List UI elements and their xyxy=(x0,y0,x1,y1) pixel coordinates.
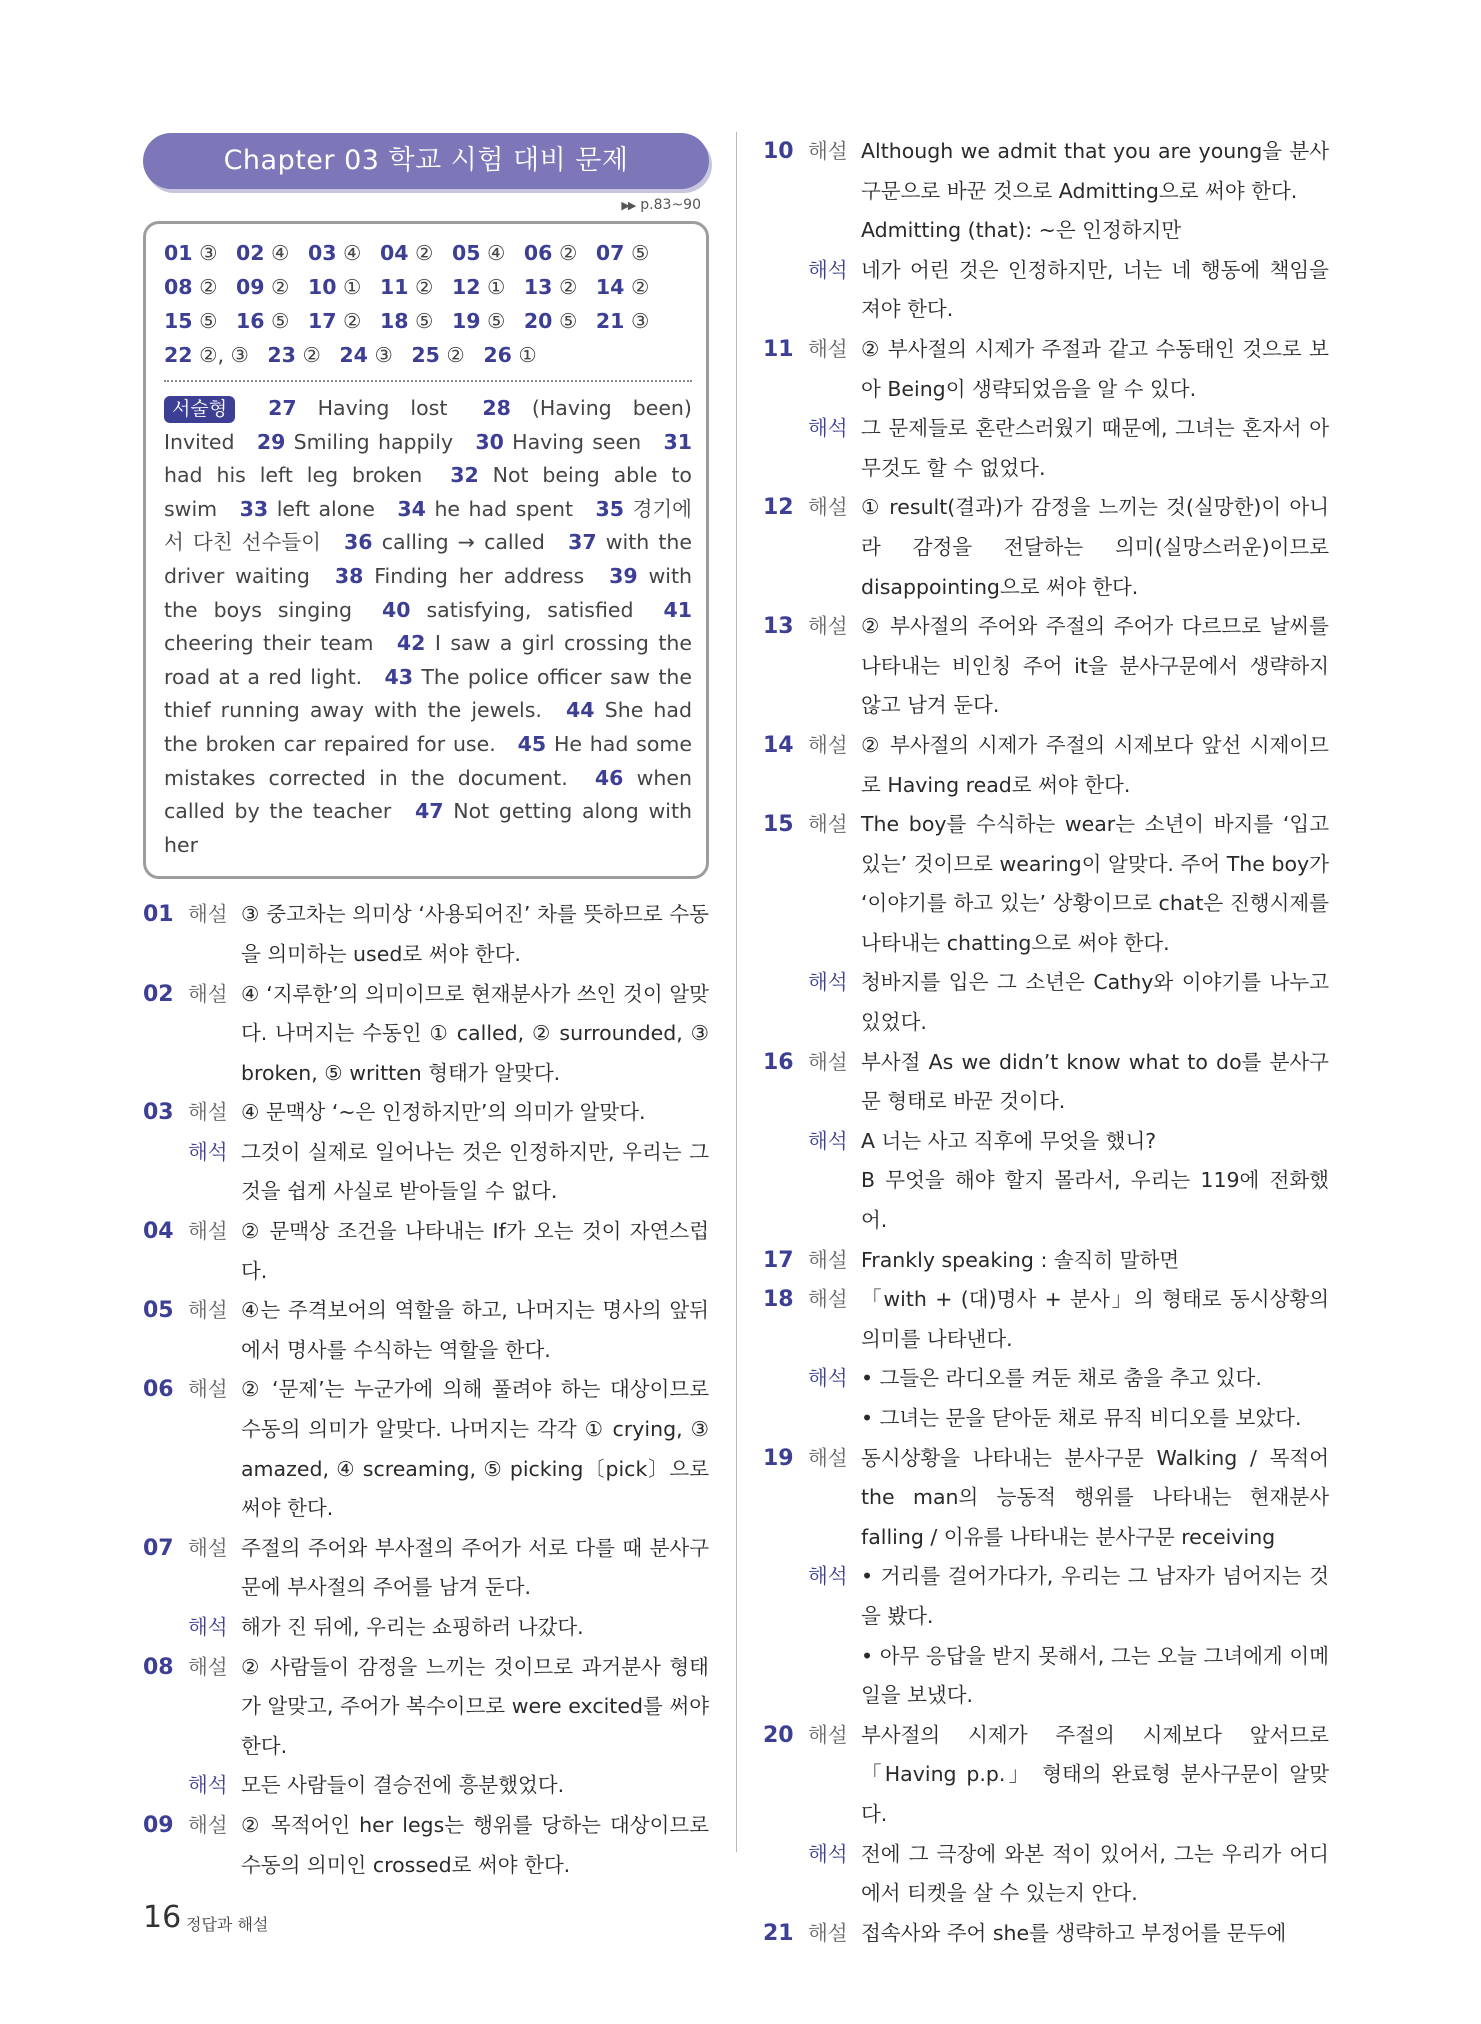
essay-answer-text: 경기에서 다친 선수들이 xyxy=(164,496,692,555)
question-number: 11 xyxy=(379,275,409,299)
explanation-text: 접속사와 주어 she를 생략하고 부정어를 문두에 xyxy=(861,1920,1287,1945)
explanation-row xyxy=(763,805,1329,963)
question-number: 41 xyxy=(663,597,692,622)
explanation-text: • 그녀는 문을 닫아둔 채로 뮤직 비디오를 보았다. xyxy=(861,1399,1329,1439)
essay-answers xyxy=(164,392,692,862)
answer-choice: ② xyxy=(343,309,362,333)
explanation-entry xyxy=(763,1043,1329,1241)
answer-choice: ② xyxy=(415,275,434,299)
explanation-label: 해설 xyxy=(188,1100,228,1125)
left-column xyxy=(143,133,709,1885)
question-number: 26 xyxy=(483,343,512,367)
answer-key-box xyxy=(143,221,709,879)
mc-answer-item xyxy=(380,275,433,299)
essay-answer-text: Having lost xyxy=(317,396,448,420)
explanation-row xyxy=(143,1212,709,1291)
question-number: 27 xyxy=(268,396,297,420)
answer-choice: ② xyxy=(271,275,290,299)
explanation-text: • 그들은 라디오를 켜둔 채로 춤을 추고 있다. xyxy=(861,1359,1329,1399)
question-number: 07 xyxy=(143,1535,174,1561)
explanation-text: ② 부사절의 시제가 주절과 같고 수동태인 것으로 보아 Being이 생략되었음을 알 수 있다. xyxy=(861,336,1329,401)
mc-answer-item xyxy=(236,275,289,299)
explanation-text: ② 부사절의 주어와 주절의 주어가 다르므로 날씨를 나타내는 비인칭 주어 it을 분사구문에서 생략하지 않고 남겨 둔다. xyxy=(861,614,1329,718)
explanation-text: 부사절 As we didn’t know what to do를 분사구문 형태로 바꾼 것이다. xyxy=(861,1049,1329,1114)
question-number: 45 xyxy=(517,731,547,756)
explanation-entry xyxy=(143,1806,709,1885)
mc-answer-item xyxy=(308,275,361,299)
question-number: 39 xyxy=(609,563,638,588)
question-number: 15 xyxy=(164,309,193,333)
explanation-entry xyxy=(763,1439,1329,1716)
answer-choice: ③ xyxy=(630,309,650,333)
explanation-text: 그 문제들로 혼란스러웠기 때문에, 그녀는 혼자서 아무것도 할 수 없었다. xyxy=(861,416,1329,480)
question-number: 13 xyxy=(523,275,553,299)
explanation-row xyxy=(763,726,1329,805)
explanation-text: ④ 문맥상 ‘~은 인정하지만’의 의미가 알맞다. xyxy=(241,1100,646,1125)
answer-choice: ② xyxy=(415,241,434,265)
question-number: 22 xyxy=(164,343,193,367)
explanation-row xyxy=(763,1439,1329,1558)
question-number: 18 xyxy=(379,309,409,333)
explanation-text: 그것이 실제로 일어나는 것은 인정하지만, 우리는 그것을 쉽게 사실로 받아들일 수 없다. xyxy=(241,1139,709,1204)
question-number: 01 xyxy=(143,902,174,928)
explanation-entry xyxy=(763,488,1329,607)
answer-choice: ⑤ xyxy=(415,309,434,333)
mc-answer-item xyxy=(524,309,577,333)
explanation-row xyxy=(763,607,1329,726)
explanation-entry xyxy=(763,607,1329,726)
question-number: 44 xyxy=(566,698,595,723)
explanation-text: 네가 어린 것은 인정하지만, 너는 네 행동에 책임을 져야 한다. xyxy=(861,257,1329,322)
essay-answer-item xyxy=(382,598,634,622)
question-number: 35 xyxy=(595,496,625,521)
question-number: 34 xyxy=(397,496,426,521)
mc-answer-item xyxy=(308,309,361,333)
explanation-label: 해설 xyxy=(188,1298,228,1323)
explanation-row xyxy=(763,1637,1329,1716)
essay-answer-item xyxy=(397,497,573,521)
translation-label: 해석 xyxy=(808,1841,848,1866)
question-number: 09 xyxy=(235,275,265,299)
answer-choice: ③ xyxy=(374,343,393,367)
answer-choice: ⑤ xyxy=(630,241,650,265)
translation-row xyxy=(763,1122,1329,1162)
question-number: 12 xyxy=(763,495,794,521)
question-number: 05 xyxy=(451,241,481,265)
essay-answer-text: I saw a girl crossing the road at a red light. xyxy=(164,631,692,689)
explanation-label: 해설 xyxy=(188,981,228,1006)
translation-row xyxy=(143,1608,709,1648)
explanation-text: 주절의 주어와 부사절의 주어가 서로 다를 때 분사구문에 부사절의 주어를 남겨 둔다. xyxy=(241,1535,709,1600)
question-number: 18 xyxy=(763,1287,794,1313)
translation-row xyxy=(143,1133,709,1212)
question-number: 25 xyxy=(411,343,440,367)
essay-answer-item xyxy=(475,430,641,454)
explanation-text: Admitting (that): ~은 인정하지만 xyxy=(861,218,1182,243)
explanation-entry xyxy=(763,726,1329,805)
question-number: 30 xyxy=(475,429,504,454)
explanation-label: 해설 xyxy=(808,1287,848,1312)
mc-answer-item xyxy=(411,343,464,367)
question-number: 23 xyxy=(267,343,296,367)
explanation-text: Frankly speaking : 솔직히 말하면 xyxy=(861,1247,1180,1272)
question-number: 06 xyxy=(523,241,553,265)
mc-answer-item xyxy=(452,241,505,265)
question-number: 04 xyxy=(379,241,409,265)
mc-answer-item xyxy=(164,343,249,367)
explanation-label: 해설 xyxy=(808,614,848,639)
question-number: 02 xyxy=(143,981,174,1007)
page-number: 16 xyxy=(143,1900,182,1935)
question-number: 21 xyxy=(763,1920,794,1946)
question-number: 08 xyxy=(143,1654,174,1680)
question-number: 36 xyxy=(344,530,373,555)
explanation-label: 해설 xyxy=(188,902,228,927)
explanation-text: 해가 진 뒤에, 우리는 쇼핑하러 나갔다. xyxy=(241,1615,584,1639)
essay-answer-text: Finding her address xyxy=(374,563,585,588)
question-number: 28 xyxy=(482,396,511,420)
question-number: 13 xyxy=(763,614,794,640)
explanation-entry xyxy=(143,1212,709,1291)
answer-choice: ② xyxy=(302,343,321,367)
multiple-choice-answers xyxy=(164,236,692,372)
explanation-text: 동시상황을 나타내는 분사구문 Walking / 목적어 the man의 능동적 행위를 나타내는 현재분사 falling / 이유를 나타내는 분사구문 receiving xyxy=(861,1445,1329,1549)
explanation-text: Although we admit that you are young을 분사구문으로 바꾼 것으로 Admitting으로 써야 한다. xyxy=(861,139,1329,203)
translation-label: 해석 xyxy=(188,1615,228,1639)
translation-label: 해석 xyxy=(808,257,848,282)
explanation-label: 해설 xyxy=(808,732,848,757)
translation-label: 해석 xyxy=(808,1128,848,1153)
essay-answer-text: (Having been) Invited xyxy=(164,396,692,454)
question-number: 03 xyxy=(143,1100,174,1126)
mc-answer-item xyxy=(596,309,649,333)
mc-answer-item xyxy=(267,343,320,367)
essay-answer-text: when called by the teacher xyxy=(164,765,692,824)
explanation-entry xyxy=(763,330,1329,488)
explanation-entry xyxy=(143,1370,709,1528)
explanation-entry xyxy=(763,1716,1329,1914)
explanation-row xyxy=(143,1370,709,1528)
mc-answer-item xyxy=(164,241,217,265)
essay-answer-item xyxy=(335,564,584,588)
explanation-row xyxy=(143,1291,709,1370)
mc-answer-item xyxy=(596,275,649,299)
mc-answer-item xyxy=(483,343,536,367)
translation-row xyxy=(763,1557,1329,1636)
explanation-row xyxy=(763,1914,1329,1954)
question-number: 19 xyxy=(451,309,481,333)
question-number: 46 xyxy=(594,765,624,790)
explanation-text: ④ ‘지루한’의 의미이므로 현재분사가 쓰인 것이 알맞다. 나머지는 수동인 ① called, ② surrounded, ③ broken, ⑤ written 형태가 알맞다. xyxy=(241,981,709,1085)
explanation-label: 해설 xyxy=(808,1722,848,1747)
explanation-text: 모든 사람들이 결승전에 흥분했었다. xyxy=(241,1773,565,1798)
explanation-row xyxy=(763,330,1329,409)
question-number: 11 xyxy=(763,336,794,362)
explanation-label: 해설 xyxy=(188,1219,228,1244)
explanation-text: ② 사람들이 감정을 느끼는 것이므로 과거분사 형태가 알맞고, 주어가 복수이므로 were excited를 써야 한다. xyxy=(241,1654,709,1758)
question-number: 05 xyxy=(143,1298,174,1324)
mc-answer-item xyxy=(452,309,505,333)
answer-choice: ① xyxy=(343,275,362,299)
mc-answer-item xyxy=(164,309,217,333)
translation-row xyxy=(763,1359,1329,1399)
answer-choice: ② xyxy=(558,241,578,265)
right-explanations xyxy=(763,132,1329,1953)
answer-choice: ⑤ xyxy=(199,309,218,333)
explanation-row xyxy=(763,1161,1329,1240)
explanation-row xyxy=(763,211,1329,251)
explanation-text: ② 문맥상 조건을 나타내는 If가 오는 것이 자연스럽다. xyxy=(241,1219,709,1283)
explanation-text: ② ‘문제’는 누군가에 의해 풀려야 하는 대상이므로 수동의 의미가 알맞다. 나머지는 각각 ① crying, ③ amazed, ④ screaming, ⑤ picking〔pick〕으로 써야 한다. xyxy=(241,1377,709,1521)
explanation-row xyxy=(143,975,709,1094)
answer-choice: ② xyxy=(199,275,218,299)
answer-choice: ⑤ xyxy=(487,309,506,333)
explanation-label: 해설 xyxy=(188,1377,228,1402)
translation-label: 해석 xyxy=(808,970,848,995)
explanation-text: The boy를 수식하는 wear는 소년이 바지를 ‘입고 있는’ 것이므로 wearing이 알맞다. 주어 The boy가 ‘이야기를 하고 있는’ 상황이므로 chat은 진행시제를 나타내는 chatting으로 써야 한다. xyxy=(861,812,1329,955)
answer-choice: ③ xyxy=(199,241,218,265)
explanation-entry xyxy=(763,1914,1329,1954)
mc-answer-item xyxy=(452,275,505,299)
explanation-label: 해설 xyxy=(188,1535,228,1560)
question-number: 24 xyxy=(339,343,368,367)
explanation-text: ③ 중고차는 의미상 ‘사용되어진’ 차를 뜻하므로 수동을 의미하는 used로 써야 한다. xyxy=(241,902,709,966)
question-number: 19 xyxy=(763,1445,794,1471)
answer-choice: ② xyxy=(446,343,465,367)
explanation-text: 전에 그 극장에 와본 적이 있어서, 그는 우리가 어디에서 티켓을 살 수 있는지 안다. xyxy=(861,1841,1329,1906)
essay-answer-text: had his left leg broken xyxy=(164,463,423,488)
essay-answer-text: satisfying, satisfied xyxy=(426,597,634,622)
explanation-row xyxy=(763,1399,1329,1439)
question-number: 21 xyxy=(595,309,625,333)
question-number: 14 xyxy=(595,275,625,299)
explanation-text: 「with + (대)명사 + 분사」의 형태로 동시상황의 의미를 나타낸다. xyxy=(861,1287,1329,1351)
explanation-entry xyxy=(763,805,1329,1043)
question-number: 16 xyxy=(235,309,265,333)
essay-answer-text: calling → called xyxy=(381,530,545,555)
answer-choice: ④ xyxy=(487,241,506,265)
explanation-entry xyxy=(143,975,709,1094)
essay-answer-text: He had some mistakes corrected in the document. xyxy=(164,731,692,790)
essay-answer-text: The police officer saw the thief running away with the jewels. xyxy=(164,664,692,723)
page-reference-text: p.83~90 xyxy=(640,197,701,213)
question-number: 03 xyxy=(307,241,337,265)
translation-row xyxy=(143,1766,709,1806)
essay-answer-text: cheering their team xyxy=(164,631,374,656)
question-number: 20 xyxy=(763,1722,794,1748)
explanation-label: 해설 xyxy=(808,139,848,163)
chapter-title-banner: Chapter 03 학교 시험 대비 문제 xyxy=(143,133,709,189)
question-number: 04 xyxy=(143,1219,174,1245)
explanation-text: ④는 주격보어의 역할을 하고, 나머지는 명사의 앞뒤에서 명사를 수식하는 역할을 한다. xyxy=(241,1298,709,1362)
dotted-separator xyxy=(164,380,692,382)
explanation-row xyxy=(763,1043,1329,1122)
explanation-text: A 너는 사고 직후에 무엇을 했니? xyxy=(861,1128,1157,1153)
question-number: 02 xyxy=(235,241,265,265)
answer-choice: ① xyxy=(518,343,537,367)
explanation-row xyxy=(143,1806,709,1885)
double-arrow-icon: ▶▶ xyxy=(621,199,635,212)
mc-answer-item xyxy=(164,275,217,299)
mc-answer-item xyxy=(524,241,577,265)
explanation-label: 해설 xyxy=(808,812,848,837)
explanation-label: 해설 xyxy=(188,1812,228,1837)
answer-choice: ② xyxy=(558,275,578,299)
mc-answer-item xyxy=(380,309,433,333)
question-number: 08 xyxy=(164,275,193,299)
question-number: 07 xyxy=(595,241,625,265)
essay-answer-text: Not getting along with her xyxy=(164,799,692,857)
question-number: 16 xyxy=(763,1049,794,1075)
explanation-text: • 거리를 걸어가다가, 우리는 그 남자가 넘어지는 것을 봤다. xyxy=(861,1557,1329,1636)
essay-answer-text: left alone xyxy=(276,496,375,521)
mc-answer-item xyxy=(339,343,392,367)
question-number: 38 xyxy=(334,563,364,588)
translation-row xyxy=(763,1835,1329,1914)
column-divider xyxy=(736,132,737,1852)
question-number: 29 xyxy=(256,429,286,454)
explanation-label: 해설 xyxy=(188,1654,228,1679)
translation-row xyxy=(763,963,1329,1042)
mc-answer-item xyxy=(524,275,577,299)
question-number: 15 xyxy=(763,812,794,838)
essay-answer-text: Having seen xyxy=(512,429,642,454)
explanation-row xyxy=(763,1241,1329,1281)
question-number: 01 xyxy=(164,241,193,265)
translation-label: 해석 xyxy=(188,1773,228,1798)
question-number: 33 xyxy=(239,496,269,521)
question-number: 40 xyxy=(381,597,411,622)
explanation-text: B 무엇을 해야 할지 몰라서, 우리는 119에 전화했어. xyxy=(861,1168,1329,1233)
answer-choice: ④ xyxy=(271,241,290,265)
translation-label: 해석 xyxy=(808,1564,848,1589)
essay-answer-text: She had the broken car repaired for use. xyxy=(164,698,692,756)
translation-row xyxy=(763,251,1329,330)
mc-answer-item xyxy=(236,241,289,265)
essay-label-badge: 서술형 xyxy=(164,396,235,423)
question-number: 32 xyxy=(450,463,479,488)
essay-answer-text: with the boys singing xyxy=(164,563,692,622)
question-number: 17 xyxy=(307,309,337,333)
explanation-text: • 아무 응답을 받지 못해서, 그는 오늘 그녀에게 이메일을 보냈다. xyxy=(861,1637,1329,1716)
explanation-label: 해설 xyxy=(808,1247,848,1272)
explanation-entry xyxy=(143,1529,709,1648)
essay-answer-item xyxy=(257,430,453,454)
question-number: 06 xyxy=(143,1377,174,1403)
essay-answer-item xyxy=(344,530,545,554)
question-number: 14 xyxy=(763,732,794,758)
explanation-row xyxy=(763,1280,1329,1359)
explanation-entry xyxy=(763,1280,1329,1438)
question-number: 42 xyxy=(396,631,426,656)
question-number: 20 xyxy=(523,309,553,333)
answer-choice: ② xyxy=(630,275,650,299)
question-number: 12 xyxy=(451,275,481,299)
explanation-entry xyxy=(143,1291,709,1370)
explanation-row xyxy=(763,132,1329,211)
answer-choice: ① xyxy=(487,275,506,299)
essay-answer-item xyxy=(268,396,447,420)
explanation-row xyxy=(763,1716,1329,1835)
question-number: 09 xyxy=(143,1812,174,1838)
explanation-label: 해설 xyxy=(808,1445,848,1470)
explanation-row xyxy=(143,1093,709,1133)
explanation-text: ② 목적어인 her legs는 행위를 당하는 대상이므로 수동의 의미인 crossed로 써야 한다. xyxy=(241,1812,709,1877)
essay-answer-text: with the driver waiting xyxy=(164,530,692,588)
question-number: 37 xyxy=(568,530,597,555)
essay-answer-item xyxy=(240,497,375,521)
explanation-entry xyxy=(143,1648,709,1806)
page-reference xyxy=(143,197,701,213)
question-number: 10 xyxy=(763,139,794,164)
explanation-text: 청바지를 입은 그 소년은 Cathy와 이야기를 나누고 있었다. xyxy=(861,970,1329,1035)
explanation-entry xyxy=(143,1093,709,1212)
mc-answer-item xyxy=(308,241,361,265)
question-number: 17 xyxy=(763,1247,794,1273)
answer-choice: ②, ③ xyxy=(199,343,249,367)
explanation-entry xyxy=(763,1241,1329,1281)
explanation-text: ② 부사절의 시제가 주절의 시제보다 앞선 시제이므로 Having read로 써야 한다. xyxy=(861,732,1329,797)
translation-label: 해석 xyxy=(808,1366,848,1391)
translation-label: 해석 xyxy=(188,1139,228,1164)
explanation-row xyxy=(143,1529,709,1608)
explanation-row xyxy=(763,488,1329,607)
question-number: 43 xyxy=(384,664,414,689)
mc-answer-item xyxy=(596,241,649,265)
essay-answer-text: Smiling happily xyxy=(293,429,454,454)
explanation-text: 부사절의 시제가 주절의 시제보다 앞서므로 「Having p.p.」 형태의 완료형 분사구문이 알맞다. xyxy=(861,1722,1329,1826)
left-explanations xyxy=(143,895,709,1885)
mc-answer-item xyxy=(236,309,289,333)
explanation-entry xyxy=(143,895,709,974)
explanation-row xyxy=(143,1648,709,1767)
question-number: 47 xyxy=(415,799,444,824)
answer-choice: ⑤ xyxy=(271,309,290,333)
explanation-label: 해설 xyxy=(808,495,848,520)
translation-row xyxy=(763,409,1329,488)
explanation-entry xyxy=(763,132,1329,330)
footer-label: 정답과 해설 xyxy=(186,1915,269,1934)
answer-choice: ④ xyxy=(343,241,362,265)
question-number: 10 xyxy=(307,275,337,299)
translation-label: 해석 xyxy=(808,416,848,441)
mc-answer-item xyxy=(380,241,433,265)
explanation-text: ① result(결과)가 감정을 느끼는 것(실망한)이 아니라 감정을 전달하는 의미(실망스러운)이므로 disappointing으로 써야 한다. xyxy=(861,495,1329,599)
essay-answer-text: he had spent xyxy=(434,496,573,521)
question-number: 31 xyxy=(663,429,692,454)
explanation-label: 해설 xyxy=(808,336,848,361)
explanation-row xyxy=(143,895,709,974)
answer-choice: ⑤ xyxy=(558,309,578,333)
explanation-label: 해설 xyxy=(808,1049,848,1074)
essay-answer-text: Not being able to swim xyxy=(164,463,692,521)
explanation-label: 해설 xyxy=(808,1920,848,1945)
